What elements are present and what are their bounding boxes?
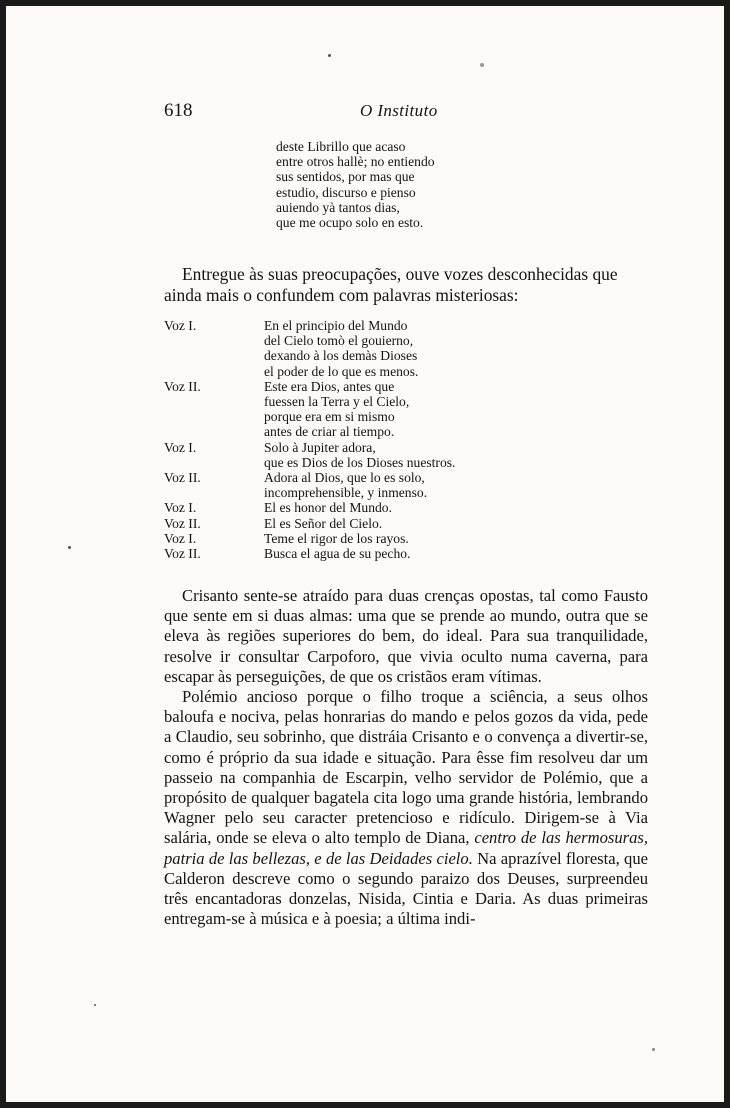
verse-line: Solo à Jupiter adora, [264,439,376,455]
book-page [6,6,724,1102]
speaker-label: Voz II. [164,378,201,394]
verse-line: que es Dios de los Dioses nuestros. [264,454,456,470]
verse-line: Busca el agua de su pecho. [264,546,411,562]
verse-line: El es honor del Mundo. [264,500,392,516]
paragraph-crisanto: Crisanto sente-se atraído para duas crenças opostas, tal como Fausto que sente em si duas almas: uma que se prende ao mundo, outra que se eleva às regiões superiores do bem, do ideal. Para sua tranquilidade, resolve ir consultar Carpoforo, que vivia oculto numa caverna, para escapar às perseguições, de que os cristãos eram vítimas. [164,586,648,686]
dialogue-entry [164,440,564,470]
speaker-label: Voz II. [164,515,201,531]
speaker-label: Voz I. [164,439,197,455]
paper-speck [94,1004,96,1006]
paragraph-text: Polémio ancioso porque o filho troque a sciência, a seus olhos baloufa e nociva, pelas honrarias do mando e pelos gozos da vida, pede a Claudio, seu sobrinho, que distráia Crisanto e o convença a divertir-se, como é próprio da sua idade e situação. Para êsse fim resolveu dar um passeio na companhia de Escarpin, velho servidor de Polémio, que a propósito de qualquer bagatela cita logo uma grande história, lembrando Wagner pelo seu caracter pretencioso e ridículo. Dirigem-se à Via salária, onde se eleva o alto templo de Diana, [164,687,648,848]
speaker-label: Voz II. [164,546,201,562]
paper-speck [68,546,71,549]
dialogue-entry [164,318,564,379]
speaker-label: Voz I. [164,318,197,333]
italic-quote: centro de las hermosuras, patria de las bellezas, e de las Deidades cielo. [164,828,649,868]
verse-line: dexando à los demàs Dioses [264,348,418,364]
verse-line: del Cielo tomò el gouierno, [264,333,414,349]
dialogue-entry [164,531,564,546]
speaker-label: Voz II. [164,470,201,486]
paragraph-text: Na aprazível floresta, que Calderon descreve como o segundo paraizo dos Deuses, surpreendeu três encantadoras donzelas, Nisida, Cintia e Daria. As duas primeiras entregam-se à música e à poesia; a última indi- [164,848,648,929]
verse-line: el poder de lo que es menos. [264,363,419,379]
spanish-quote [276,139,435,230]
paper-speck [328,54,331,57]
verse-line: porque era em si mismo [264,409,395,425]
voices-dialogue [164,318,564,561]
quote-line: estudio, discurso e pienso [276,184,416,200]
page-number: 618 [164,100,193,121]
verse-line: Adora al Dios, que lo es solo, [264,470,425,486]
verse-line: El es Señor del Cielo. [264,515,383,531]
verse-line: En el principio del Mundo [264,318,408,333]
verse-line: antes de criar al tiempo. [264,424,395,440]
dialogue-entry [164,546,564,561]
dialogue-entry [164,516,564,531]
speaker-label: Voz I. [164,530,197,546]
quote-line: que me ocupo solo en esto. [276,215,424,231]
running-title: O Instituto [360,101,438,120]
paper-speck [652,1048,655,1051]
verse-line: Este era Dios, antes que [264,378,395,394]
verse-line: incomprehensible, y inmenso. [264,485,428,501]
paragraph-polemio [164,687,648,929]
quote-line: auiendo yà tantos dias, [276,199,400,215]
quote-line: entre otros hallè; no entiendo [276,154,435,170]
quote-line: sus sentidos, por mas que [276,169,415,185]
verse-line: fuessen la Terra y el Cielo, [264,394,410,410]
paper-speck [480,63,484,67]
dialogue-entry [164,470,564,500]
speaker-label: Voz I. [164,500,197,516]
quote-line: deste Librillo que acaso [276,139,406,154]
page-header [164,100,648,124]
dialogue-entry [164,379,564,440]
intro-paragraph: Entregue às suas preocupações, ouve vozes desconhecidas que ainda mais o confundem com palavras misteriosas: [164,264,618,305]
verse-line: Teme el rigor de los rayos. [264,530,409,546]
dialogue-entry [164,500,564,515]
body-text [164,586,648,929]
